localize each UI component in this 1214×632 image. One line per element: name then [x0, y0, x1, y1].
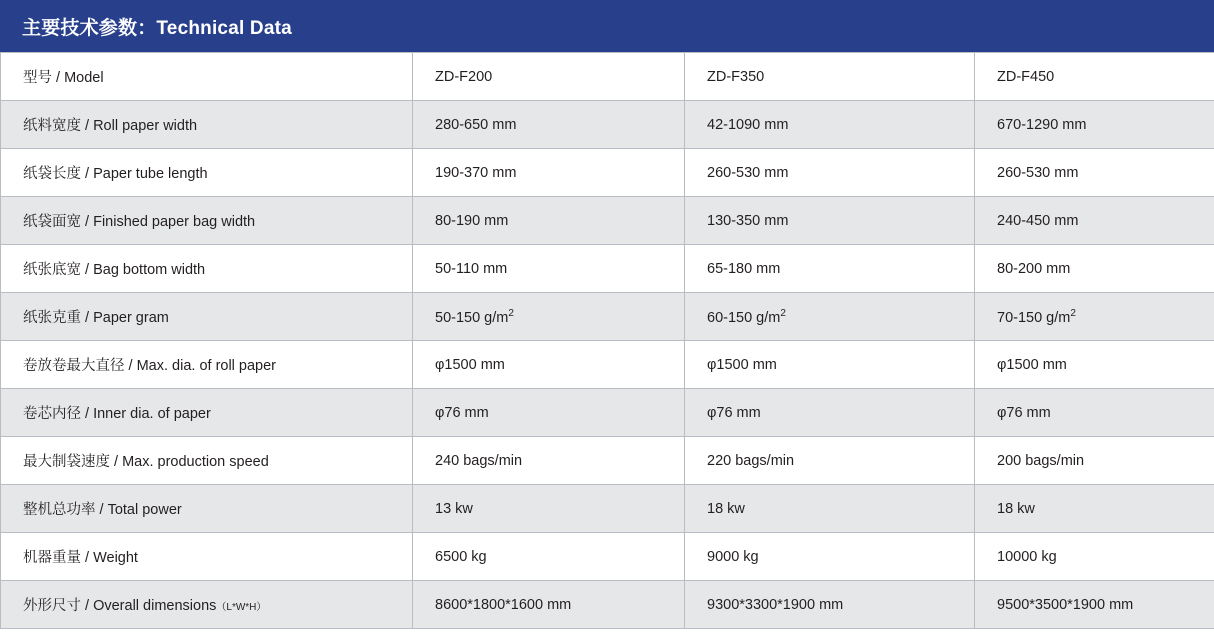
table-row: [1, 341, 1214, 389]
row-value-2: 260-530 mm: [685, 149, 975, 197]
row-label: 纸张底宽 / Bag bottom width: [1, 245, 413, 293]
row-label: 最大制袋速度 / Max. production speed: [1, 437, 413, 485]
row-value-1: 6500 kg: [413, 533, 685, 581]
row-value-3: 18 kw: [975, 485, 1214, 533]
table-row: [1, 101, 1214, 149]
row-value-1: 280-650 mm: [413, 101, 685, 149]
table-row: [1, 293, 1214, 341]
row-value-2: φ1500 mm: [685, 341, 975, 389]
technical-data-table: [0, 52, 1214, 629]
table-row: [1, 485, 1214, 533]
row-value-1: 8600*1800*1600 mm: [413, 581, 685, 629]
table-row: [1, 197, 1214, 245]
row-label: 整机总功率 / Total power: [1, 485, 413, 533]
row-value-3: 70-150 $g/m^2$: [975, 293, 1214, 341]
row-value-2: 9000 kg: [685, 533, 975, 581]
row-value-1: 50-150 $g/m^2$: [413, 293, 685, 341]
row-label: 纸张克重 / Paper gram: [1, 293, 413, 341]
row-value-3: ZD-F450: [975, 53, 1214, 101]
table-row: [1, 389, 1214, 437]
table-row: [1, 437, 1214, 485]
row-value-1: 50-110 mm: [413, 245, 685, 293]
row-label: 纸袋长度 / Paper tube length: [1, 149, 413, 197]
row-value-2: ZD-F350: [685, 53, 975, 101]
table-row: [1, 149, 1214, 197]
row-value-1: φ76 mm: [413, 389, 685, 437]
row-value-3: 240-450 mm: [975, 197, 1214, 245]
row-value-3: 10000 kg: [975, 533, 1214, 581]
row-label: 纸料宽度 / Roll paper width: [1, 101, 413, 149]
table-row: [1, 533, 1214, 581]
row-value-2: 60-150 $g/m^2$: [685, 293, 975, 341]
row-label: 卷放卷最大直径 / Max. dia. of roll paper: [1, 341, 413, 389]
row-value-3: 670-1290 mm: [975, 101, 1214, 149]
row-value-1: ZD-F200: [413, 53, 685, 101]
row-value-2: 130-350 mm: [685, 197, 975, 245]
row-value-2: 18 kw: [685, 485, 975, 533]
row-value-3: 9500*3500*1900 mm: [975, 581, 1214, 629]
row-label: 外形尺寸 / Overall dimensions（L*W*H）: [1, 581, 413, 629]
row-value-2: φ76 mm: [685, 389, 975, 437]
row-value-2: 9300*3300*1900 mm: [685, 581, 975, 629]
row-label: 型号 / Model: [1, 53, 413, 101]
table-row: [1, 53, 1214, 101]
row-value-1: 240 bags/min: [413, 437, 685, 485]
row-value-1: 190-370 mm: [413, 149, 685, 197]
panel-title: 主要技术参数：Technical Data: [22, 17, 292, 39]
row-value-3: φ76 mm: [975, 389, 1214, 437]
row-value-3: 260-530 mm: [975, 149, 1214, 197]
table-body: [1, 53, 1214, 629]
row-value-2: 42-1090 mm: [685, 101, 975, 149]
table-row: [1, 581, 1214, 629]
row-value-1: 13 kw: [413, 485, 685, 533]
row-value-1: 80-190 mm: [413, 197, 685, 245]
row-value-3: 200 bags/min: [975, 437, 1214, 485]
row-value-3: 80-200 mm: [975, 245, 1214, 293]
row-label: 卷芯内径 / Inner dia. of paper: [1, 389, 413, 437]
row-value-2: 220 bags/min: [685, 437, 975, 485]
panel-header: [0, 0, 1214, 52]
row-value-1: φ1500 mm: [413, 341, 685, 389]
row-label: 机器重量 / Weight: [1, 533, 413, 581]
row-value-2: 65-180 mm: [685, 245, 975, 293]
table-row: [1, 245, 1214, 293]
row-value-3: φ1500 mm: [975, 341, 1214, 389]
row-label: 纸袋面宽 / Finished paper bag width: [1, 197, 413, 245]
